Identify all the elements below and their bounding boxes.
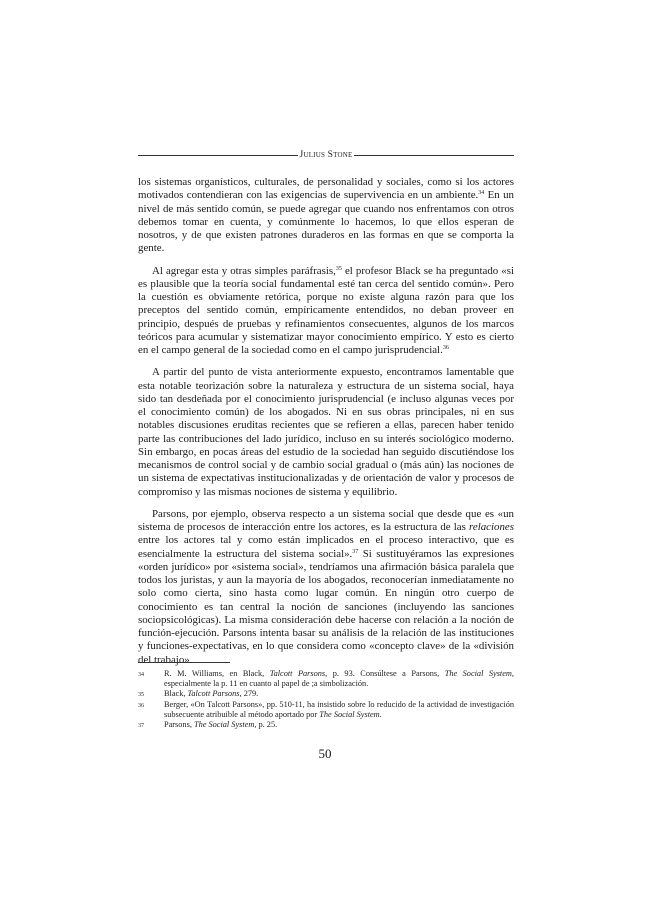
paragraph-text: A partir del punto de vista anteriormente expuesto, encontramos lamentable que esta notable teorización sobre la naturaleza y estructura de un sistema social, haya sido tan desdeñada por el conocimiento jurisprudencial (e incluso algunas veces por el conocimiento común) de los abogados. Ni en sus obras principales, ni en sus notables discusiones eruditas recientes que se refieren a ellas, parecen haber tenido parte las contribuciones del lado jurídico, incluso en su interés sociológico moderno. Sin embargo, en pocas áreas del estudio de la sociedad han seguido discutiéndose los mecanismos de control social y de cambio social gradual o (más aún) las nociones de un sistema de expectativas institucionalizadas y de orientación de valor y procesos de compromiso y las mismas nociones de sistema y equilibrio. bbox=[138, 366, 514, 498]
footnote-text bbox=[164, 700, 514, 720]
footnotes bbox=[138, 669, 514, 731]
paragraph-text: En un nivel de más sentido común, se puede agregar que cuando nos enfrentamos con otros debemos tomar en cuenta, y comúnmente lo hacemos, lo que ellos esperan de nosotros, y de que existen patrones duraderos en las formas en que se comporta la gente. bbox=[138, 189, 515, 255]
footnote-text bbox=[164, 669, 514, 689]
header-rule-right bbox=[354, 155, 514, 156]
body-text bbox=[138, 176, 514, 676]
footnote-text-part: , especialmente la p. 11 en cuanto al papel de ;a simbolización. bbox=[164, 669, 514, 688]
footnote bbox=[138, 700, 514, 720]
paragraph-text: el profesor Black se ha preguntado «si es plausible que la teoría social fundamental esté tan cerca del sentido común». Pero la cuestión es obviamente retórica, porque no existe alguna razón para que los preceptos del sentido común, empíricamente entendidos, no deban proveer en principio, después de pruebas y refinamientos consecuentes, algunos de los marcos teóricos para acumular y sistematizar mayor conocimiento empírico. Y esto es cierto en el campo general de la sociedad como en el campo jurisprudencial. bbox=[138, 264, 515, 356]
footnote-title: Talcott Parsons bbox=[269, 669, 326, 678]
footnote-text-part: Black, bbox=[164, 689, 188, 698]
footnote-text-part: , p. 25. bbox=[254, 720, 278, 729]
footnote-ref: 35 bbox=[335, 265, 342, 272]
footnote-text-part: . bbox=[379, 710, 382, 719]
paragraph-text: entre los actores tal y como están implicados en el proceso interactivo, que es esencialmente la estructura del sistema social». bbox=[138, 534, 514, 560]
footnote-ref: 37 bbox=[352, 548, 359, 555]
paragraph-text: Al agregar esta y otras simples paráfrasis, bbox=[152, 264, 336, 277]
paragraph-text: los sistemas organísticos, culturales, de personalidad y sociales, como si los actores motivados contendieran con las exigencias de supervivencia en un ambiente. bbox=[138, 176, 514, 202]
footnote-number: 36 bbox=[138, 703, 144, 709]
footnote-text-part: , 279. bbox=[239, 689, 259, 698]
footnote-text-part: Parsons, bbox=[164, 720, 194, 729]
footnote bbox=[138, 689, 514, 700]
footnote-title: The Social System bbox=[193, 720, 255, 729]
paragraph-4 bbox=[138, 508, 514, 667]
running-header bbox=[138, 150, 514, 160]
footnote-ref: 34 bbox=[478, 190, 485, 197]
paragraph-text: Si sustituyéramos las expresiones «orden jurídico» por «sistema social», tendríamos una afirmación básica paralela que todos los juristas, y aun la mayoría de los abogados, reconocerían inmediatamente no solo como cierta, sino hasta como lugar común. En ningún otro cuerpo de conocimiento es tan central la noción de sanciones (incluyendo las sanciones sociopsicológicas). La misma consideración debe hacerse con relación a la noción de función-ejecución. Parsons intenta basar su análisis de la relación de las instituciones y funciones-expectativas, en lo que considera como «concepto clave» de la «división del trabajo» bbox=[138, 547, 514, 666]
footnote-title: The Social System bbox=[319, 710, 380, 719]
footnote bbox=[138, 669, 514, 689]
footnote-number: 35 bbox=[138, 692, 144, 698]
footnote-text-part: Berger, «On Talcott Parsons», pp. 510-11, ha insistido sobre lo reducido de la actividad de investigación subsecuente atribuible al método aportado por bbox=[164, 700, 514, 719]
paragraph-2 bbox=[138, 265, 514, 358]
header-rule-left bbox=[138, 155, 298, 156]
page-number: 50 bbox=[318, 746, 332, 761]
header-author: Julius Stone bbox=[299, 150, 353, 160]
footnote-text-part: , p. 93. Consúltese a Parsons, bbox=[325, 669, 445, 678]
emphasis-text: relaciones bbox=[469, 521, 514, 533]
footnote-text bbox=[164, 720, 514, 731]
paragraph-text: Parsons, por ejemplo, observa respecto a un sistema social que desde que es «un sistema de procesos de interacción entre los actores, es la estructura de las bbox=[138, 507, 514, 533]
footnote-text-part: R. M. Williams, en Black, bbox=[164, 669, 270, 678]
footnote-title: The Social System bbox=[444, 669, 512, 678]
footnote-number: 37 bbox=[138, 723, 144, 729]
footnote-separator bbox=[138, 662, 230, 663]
paragraph-3 bbox=[138, 366, 514, 499]
paragraph-1 bbox=[138, 176, 514, 256]
footnote bbox=[138, 720, 514, 731]
footnote-text bbox=[164, 689, 514, 700]
footnote-title: Talcott Parsons bbox=[187, 689, 240, 698]
footnote-number: 34 bbox=[138, 672, 144, 678]
footnote-ref: 36 bbox=[442, 345, 449, 351]
